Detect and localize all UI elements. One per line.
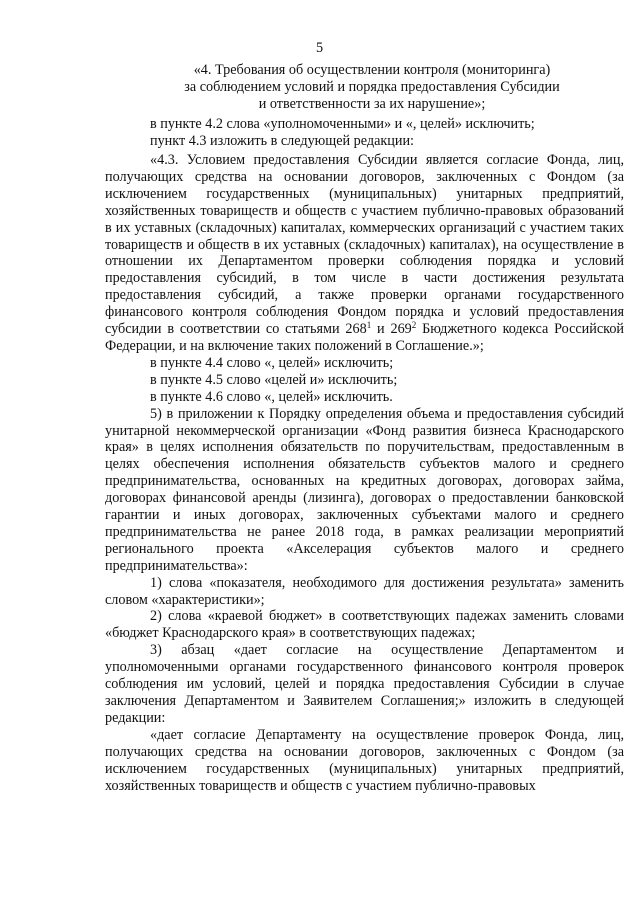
body-text-block: [105, 152, 624, 794]
section-heading-line-2: за соблюдением условий и порядка предоставления Субсидии: [184, 79, 560, 95]
paragraph-4-3-text-b: и 269: [371, 321, 412, 338]
item-4-3-intro: пункт 4.3 изложить в следующей редакции:: [150, 133, 414, 149]
subitem-1: 1) слова «показателя, необходимого для достижения результата» заменить словом «характеристики»;: [105, 574, 624, 608]
item-4-4: в пункте 4.4 слово «, целей» исключить;: [150, 354, 394, 371]
subitem-3: 3) абзац «дает согласие на осуществление Департаментом и уполномоченными органами государственного финансового контроля проверок соблюдения им условий, целей и порядка предоставления Субсидии в случае заключения Департаментом и Заявителем Соглашения;» изложить в следующей редакции:: [105, 642, 624, 726]
item-4-2: в пункте 4.2 слова «уполномоченными» и «, целей» исключить;: [150, 116, 535, 132]
subitem-2: 2) слова «краевой бюджет» в соответствующих падежах заменить словами «бюджет Краснодарского края» в соответствующих падежах;: [105, 608, 624, 642]
quoted-replacement-text: «дает согласие Департаменту на осуществление проверок Фонда, лиц, получающих средства на основании договоров, заключенных с Фондом (за исключением государственных (муниципальных) унитарных предприятий, хозяйственных товариществ и обществ с участием публично-правовых: [105, 726, 624, 794]
footnote-marker-1: 1: [366, 320, 372, 331]
item-4-6: в пункте 4.6 слово «, целей» исключить.: [150, 388, 393, 405]
section-heading-line-1: «4. Требования об осуществлении контроля (мониторинга): [193, 62, 551, 78]
paragraph-4-3-text-a: «4.3. Условием предоставления Субсидии является согласие Фонда, лиц, получающих средства на основании договоров, заключенных с Фондом (за исключением государственных (муниципальных) унитарных предприятий, хозяйственных товариществ и обществ с участием публично-правовых образований в их уставных (складочных) капиталах, коммерческих организаций с участием таких товариществ и обществ в их уставных (складочных) капиталах), на осуществление в отношении их Департаментом проверки соблюдения порядка и условий предоставления субсидий, в том числе в части достижения результата предоставления субсидий, а также проверки органами государственного финансового контроля соблюдения Фондом порядка и условий предоставления субсидии в соответствии со статьями 268: [105, 152, 624, 338]
item-4-5: в пункте 4.5 слово «целей и» исключить;: [150, 371, 398, 388]
page-number: 5: [315, 40, 324, 56]
paragraph-4-3: [105, 152, 624, 355]
footnote-marker-2: 2: [411, 320, 417, 331]
section-heading-line-3: и ответственности за их нарушение»;: [258, 96, 486, 112]
paragraph-4-3-text-c: Бюджетного кодекса Российской Федерации, и на включение таких положений в Соглашение.»;: [105, 321, 625, 354]
paragraph-5: 5) в приложении к Порядку определения объема и предоставления субсидий унитарной некоммерческой организации «Фонд развития бизнеса Краснодарского края» в целях исполнения обязательств по поручительствам, предоставленным в целях обеспечения исполнения обязательств субъектов малого и среднего предпринимательства, основанных на кредитных договорах, договорах займа, договорах финансовой аренды (лизинга), договорах о предоставлении банковской гарантии и иных договорах, заключенных субъектами малого и среднего предпринимательства не ранее 2018 года, в рамках реализации мероприятий регионального проекта «Акселерация субъектов малого и среднего предпринимательства»:: [105, 405, 624, 574]
